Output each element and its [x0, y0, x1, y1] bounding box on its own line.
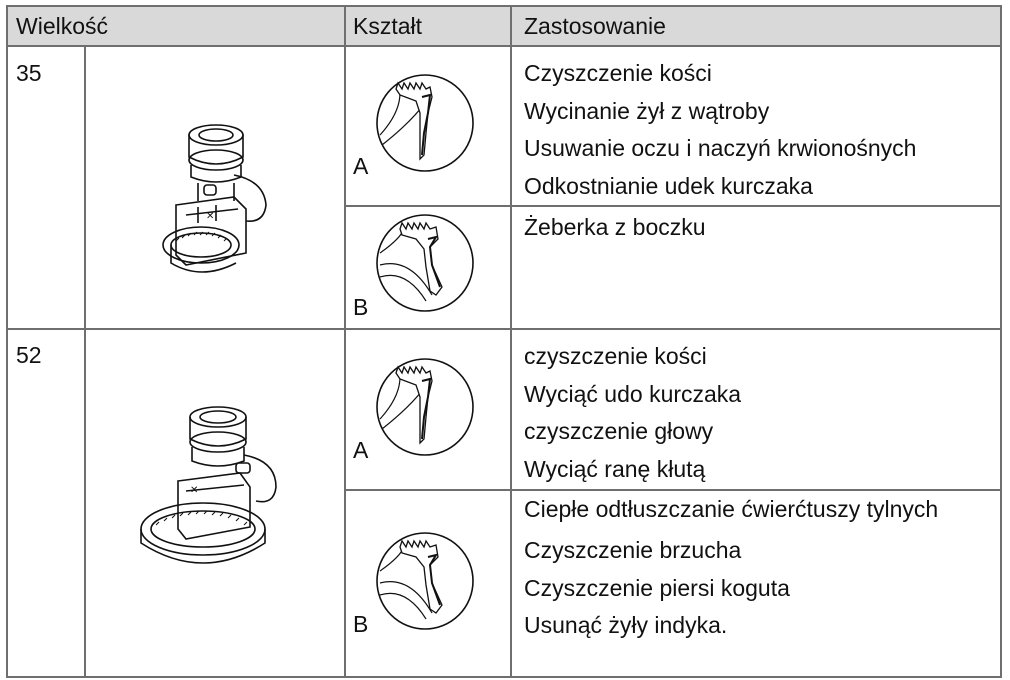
use-item: Usuwanie oczu i naczyń krwionośnych: [524, 135, 917, 161]
row-52-shape-divider: [344, 489, 1002, 491]
column-divider-use: [510, 5, 512, 678]
size-52: 52: [16, 342, 42, 368]
table-border-right: [1000, 5, 1002, 678]
svg-text:✕: ✕: [190, 485, 199, 496]
shape-52-b-letter: B: [353, 611, 369, 637]
size-image-divider: [84, 45, 86, 678]
knife-head-52-image: [128, 397, 288, 577]
blade-shape-a-icon: [370, 357, 480, 457]
row-35-shape-divider: [344, 205, 1002, 207]
blade-shape-b-icon: [370, 213, 480, 313]
use-item: Czyszczenie kości: [524, 60, 712, 86]
use-item: Czyszczenie brzucha: [524, 537, 742, 563]
table-border-left: [6, 5, 8, 678]
row-divider: [6, 328, 1002, 330]
svg-text:✕: ✕: [206, 211, 215, 222]
use-item: Ciepłe odtłuszczanie ćwierćtuszy tylnych: [524, 496, 939, 522]
use-item: Czyszczenie piersi koguta: [524, 574, 790, 601]
use-item: Odkostnianie udek kurczaka: [524, 172, 813, 199]
shape-52-a-letter: A: [353, 437, 369, 463]
uses-52-a: [524, 338, 741, 488]
header-divider: [6, 45, 1002, 47]
use-item: czyszczenie głowy: [524, 418, 714, 444]
header-use: Zastosowanie: [524, 13, 666, 39]
blade-shape-b-icon: [370, 531, 480, 631]
blade-shape-a-icon: [370, 73, 480, 173]
shape-35-a-letter: A: [353, 153, 369, 179]
use-item: Żeberka z boczku: [524, 214, 706, 240]
column-divider-shape: [344, 5, 346, 678]
blade-table: [6, 5, 1002, 678]
shape-35-b-letter: B: [353, 294, 369, 320]
uses-52-b: [524, 495, 944, 645]
table-border-bottom: [6, 676, 1002, 678]
uses-35-b: [524, 209, 706, 247]
use-item: Wycinanie żył z wątroby: [524, 97, 770, 124]
header-shape: Kształt: [353, 13, 423, 39]
uses-35-a: [524, 55, 916, 205]
header-row: [6, 5, 1002, 45]
use-item: czyszczenie kości: [524, 343, 707, 369]
use-item: Usunąć żyły indyka.: [524, 612, 728, 638]
header-size: Wielkość: [16, 13, 109, 39]
use-item: Wyciąć ranę kłutą: [524, 455, 706, 482]
knife-head-35-image: [146, 105, 286, 275]
table-border-top: [6, 5, 1002, 7]
size-35: 35: [16, 60, 42, 86]
use-item: Wyciąć udo kurczaka: [524, 380, 742, 407]
